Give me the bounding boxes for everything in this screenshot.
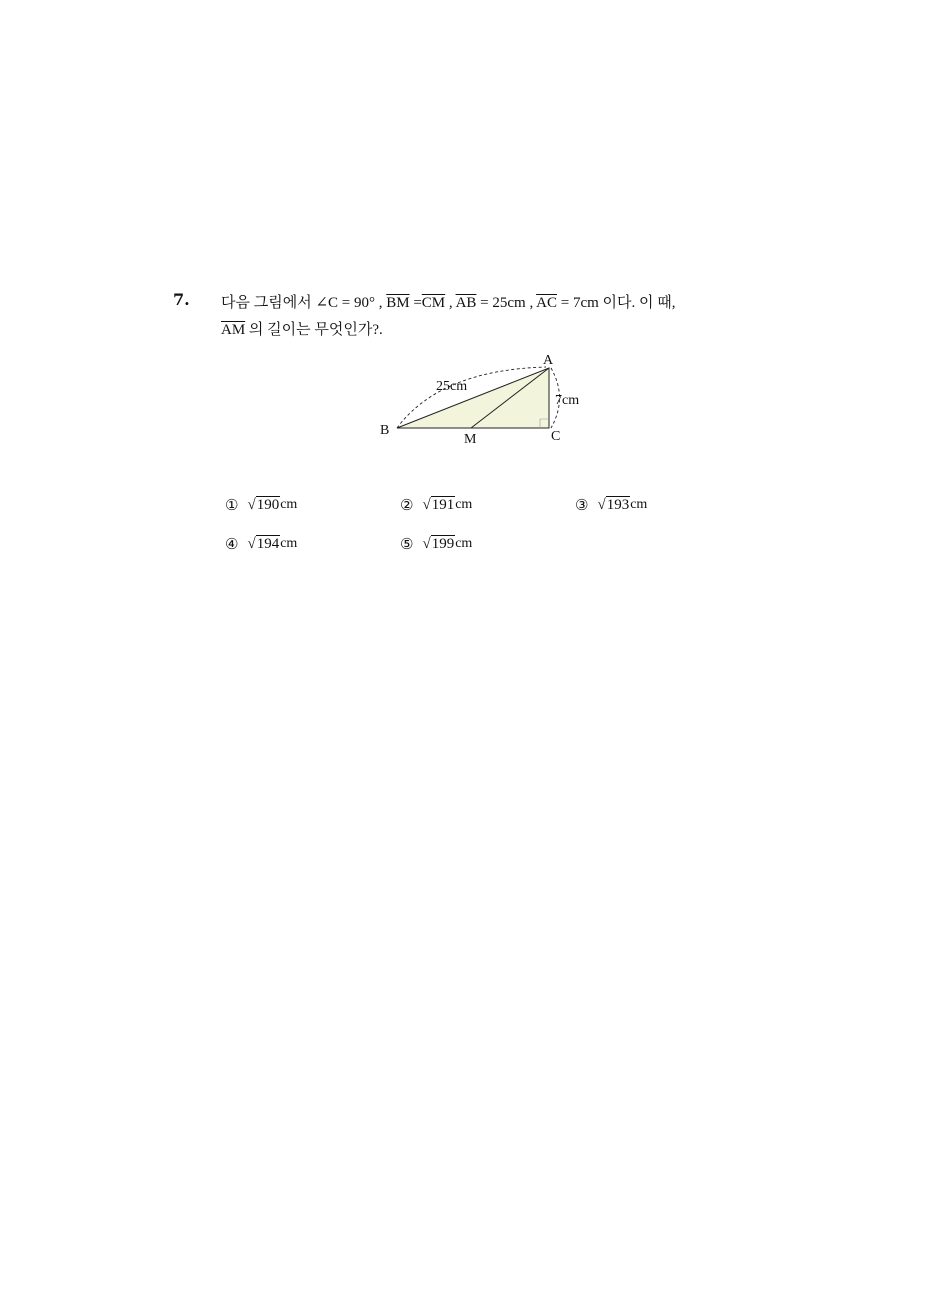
choice-number: ④ — [225, 535, 239, 553]
triangle-figure — [370, 348, 600, 448]
question-text: = 25cm , — [476, 295, 537, 311]
choice-radicand: 190 — [256, 497, 280, 513]
choice-radicand: 199 — [431, 536, 455, 552]
choice-4[interactable] — [225, 535, 297, 553]
choice-number: ② — [400, 496, 414, 514]
question-text-line-1 — [221, 291, 675, 312]
segment-ac: $\overline{AC}$ — [536, 295, 557, 311]
label-length-ab: 25cm — [436, 379, 468, 394]
choice-radicand: 193 — [606, 497, 630, 513]
choice-radicand: 191 — [431, 497, 455, 513]
question-text: 다음 그림에서 ∠C = 90° , — [221, 295, 387, 311]
question-text-line-2 — [221, 318, 383, 339]
choice-1[interactable] — [225, 496, 297, 514]
choice-number: ③ — [575, 496, 589, 514]
sqrt-sign: √ — [422, 496, 431, 513]
label-length-ac: 7cm — [555, 393, 580, 408]
choice-2[interactable] — [400, 496, 472, 514]
label-m: M — [464, 432, 477, 447]
choice-3[interactable] — [575, 496, 647, 514]
segment-am: $\overline{AM}$ — [221, 322, 246, 338]
question-text: , — [445, 295, 456, 311]
choice-number: ⑤ — [400, 535, 414, 553]
sqrt-sign: √ — [247, 535, 256, 552]
choice-5[interactable] — [400, 535, 472, 553]
sqrt-sign: √ — [247, 496, 256, 513]
choice-unit: cm — [280, 536, 298, 551]
question-text: = 7cm 이다. 이 때, — [556, 295, 676, 311]
segment-cm: $\overline{CM}$ — [421, 295, 446, 311]
choice-unit: cm — [455, 536, 473, 551]
triangle-fill — [397, 368, 549, 428]
choice-unit: cm — [455, 497, 473, 512]
label-c: C — [551, 429, 561, 444]
sqrt-sign: √ — [597, 496, 606, 513]
question-number: 7. — [173, 290, 190, 309]
segment-ab: $\overline{AB}$ — [455, 295, 477, 311]
question-text: 의 길이는 무엇인가?. — [245, 322, 383, 338]
choice-radicand: 194 — [256, 536, 280, 552]
label-b: B — [380, 423, 390, 438]
choice-number: ① — [225, 496, 239, 514]
segment-bm: $\overline{BM}$ — [386, 295, 410, 311]
sqrt-sign: √ — [422, 535, 431, 552]
choice-unit: cm — [280, 497, 298, 512]
label-a: A — [543, 353, 554, 368]
question-text: = — [409, 295, 422, 311]
choice-unit: cm — [630, 497, 648, 512]
